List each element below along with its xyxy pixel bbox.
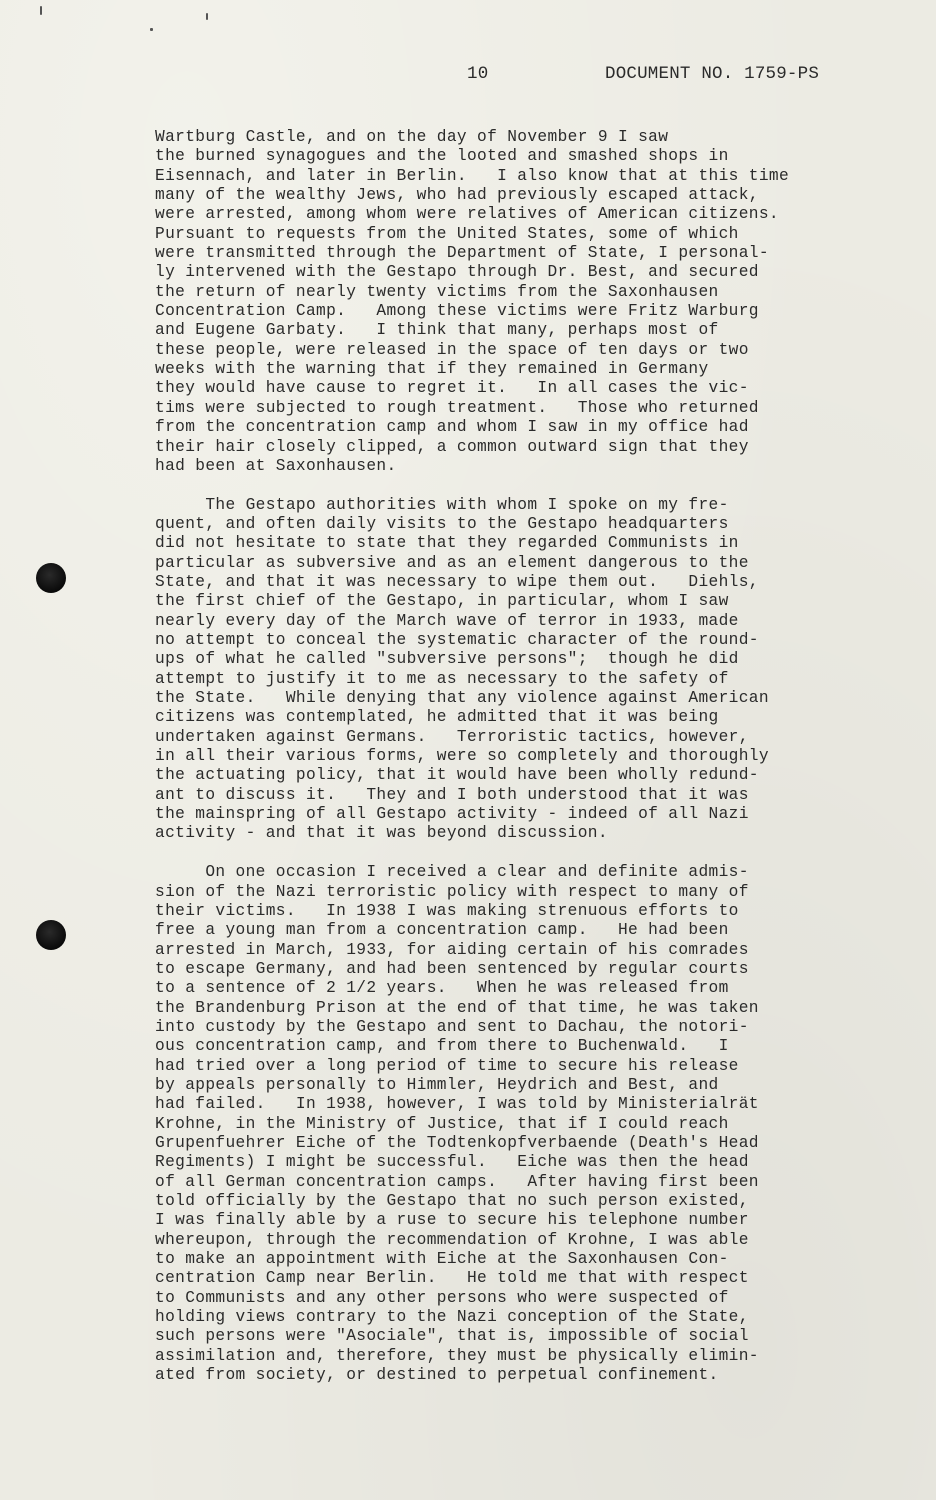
paper-speck — [150, 28, 153, 31]
page-number: 10 — [467, 64, 489, 84]
document-id: DOCUMENT NO. 1759-PS — [605, 64, 820, 84]
punch-hole — [36, 563, 66, 593]
text-line: into custody by the Gestapo and sent to Dachau, the notori- — [155, 1017, 749, 1036]
text-line: were transmitted through the Department of State, I personal- — [155, 244, 769, 263]
text-line: their hair closely clipped, a common outward sign that they — [155, 437, 749, 456]
text-line: the actuating policy, that it would have been wholly redund- — [155, 766, 759, 785]
text-line: I was finally able by a ruse to secure his telephone number — [155, 1211, 749, 1230]
punch-hole — [36, 920, 66, 950]
text-line: their victims. In 1938 I was making strenuous efforts to — [155, 901, 739, 920]
text-line: nearly every day of the March wave of terror in 1933, made — [155, 611, 739, 630]
text-line: The Gestapo authorities with whom I spoke on my fre- — [155, 495, 729, 514]
text-line: quent, and often daily visits to the Gestapo headquarters — [155, 514, 729, 533]
text-line: to Communists and any other persons who were suspected of — [155, 1288, 729, 1307]
text-line: had failed. In 1938, however, I was told by Ministerialrät — [155, 1095, 759, 1114]
paragraph — [155, 863, 895, 1385]
text-line: State, and that it was necessary to wipe them out. Diehls, — [155, 572, 759, 591]
text-line: assimilation and, therefore, they must be physically elimin- — [155, 1346, 759, 1365]
text-line: such persons were "Asociale", that is, impossible of social — [155, 1327, 749, 1346]
text-line: in all their various forms, were so completely and thoroughly — [155, 747, 769, 766]
text-line: by appeals personally to Himmler, Heydrich and Best, and — [155, 1075, 719, 1094]
text-line: the State. While denying that any violence against American — [155, 689, 769, 708]
paragraph — [155, 496, 895, 844]
text-line: these people, were released in the space of ten days or two — [155, 340, 749, 359]
page-header — [0, 64, 936, 94]
paragraph — [155, 128, 895, 476]
text-line: activity - and that it was beyond discussion. — [155, 824, 608, 843]
text-line: from the concentration camp and whom I saw in my office had — [155, 418, 749, 437]
text-line: the first chief of the Gestapo, in particular, whom I saw — [155, 592, 729, 611]
text-line: attempt to justify it to me as necessary to the safety of — [155, 669, 729, 688]
text-line: to escape Germany, and had been sentenced by regular courts — [155, 959, 749, 978]
text-line: tims were subjected to rough treatment. Those who returned — [155, 398, 759, 417]
text-line: weeks with the warning that if they remained in Germany — [155, 360, 709, 379]
text-line: and Eugene Garbaty. I think that many, perhaps most of — [155, 321, 719, 340]
text-line: ated from society, or destined to perpetual confinement. — [155, 1366, 719, 1385]
text-line: the mainspring of all Gestapo activity - indeed of all Nazi — [155, 805, 749, 824]
text-line: to make an appointment with Eiche at the Saxonhausen Con- — [155, 1250, 729, 1269]
text-line: ant to discuss it. They and I both understood that it was — [155, 785, 749, 804]
text-line: Concentration Camp. Among these victims were Fritz Warburg — [155, 302, 759, 321]
text-line: no attempt to conceal the systematic character of the round- — [155, 630, 759, 649]
text-line: Pursuant to requests from the United States, some of which — [155, 224, 739, 243]
paper-speck — [206, 13, 208, 20]
text-line: Grupenfuehrer Eiche of the Todtenkopfverbaende (Death's Head — [155, 1133, 759, 1152]
text-line: the return of nearly twenty victims from the Saxonhausen — [155, 282, 719, 301]
text-line: arrested in March, 1933, for aiding certain of his comrades — [155, 940, 749, 959]
text-line: whereupon, through the recommendation of Krohne, I was able — [155, 1230, 749, 1249]
text-line: to a sentence of 2 1/2 years. When he was released from — [155, 979, 729, 998]
text-line: told officially by the Gestapo that no such person existed, — [155, 1192, 749, 1210]
text-line: particular as subversive and as an element dangerous to the — [155, 553, 749, 572]
text-line: Krohne, in the Ministry of Justice, that if I could reach — [155, 1114, 729, 1133]
text-line: Regiments) I might be successful. Eiche was then the head — [155, 1153, 749, 1172]
text-line: had been at Saxonhausen. — [155, 456, 397, 475]
text-line: were arrested, among whom were relatives of American citizens. — [155, 205, 779, 224]
text-line: they would have cause to regret it. In all cases the vic- — [155, 379, 749, 398]
text-line: Wartburg Castle, and on the day of November 9 I saw — [155, 128, 669, 146]
text-line: the Brandenburg Prison at the end of that time, he was taken — [155, 998, 759, 1017]
paper-speck — [40, 6, 42, 15]
text-line: ups of what he called "subversive persons"; though he did — [155, 650, 739, 669]
text-line: free a young man from a concentration camp. He had been — [155, 921, 729, 940]
text-line: many of the wealthy Jews, who had previously escaped attack, — [155, 186, 759, 205]
text-line: had tried over a long period of time to secure his release — [155, 1056, 739, 1075]
document-body — [155, 128, 895, 1405]
text-line: of all German concentration camps. After having first been — [155, 1172, 759, 1191]
text-line: undertaken against Germans. Terroristic tactics, however, — [155, 727, 749, 746]
text-line: ly intervened with the Gestapo through Dr. Best, and secured — [155, 263, 759, 282]
text-line: On one occasion I received a clear and definite admis- — [155, 863, 749, 882]
text-line: citizens was contemplated, he admitted that it was being — [155, 708, 719, 727]
text-line: sion of the Nazi terroristic policy with respect to many of — [155, 882, 749, 901]
text-line: Eisennach, and later in Berlin. I also know that at this time — [155, 166, 790, 185]
text-line: did not hesitate to state that they regarded Communists in — [155, 534, 739, 553]
text-line: the burned synagogues and the looted and smashed shops in — [155, 147, 729, 166]
text-line: ous concentration camp, and from there to Buchenwald. I — [155, 1037, 729, 1056]
text-line: holding views contrary to the Nazi conception of the State, — [155, 1308, 749, 1327]
text-line: centration Camp near Berlin. He told me that with respect — [155, 1269, 749, 1288]
